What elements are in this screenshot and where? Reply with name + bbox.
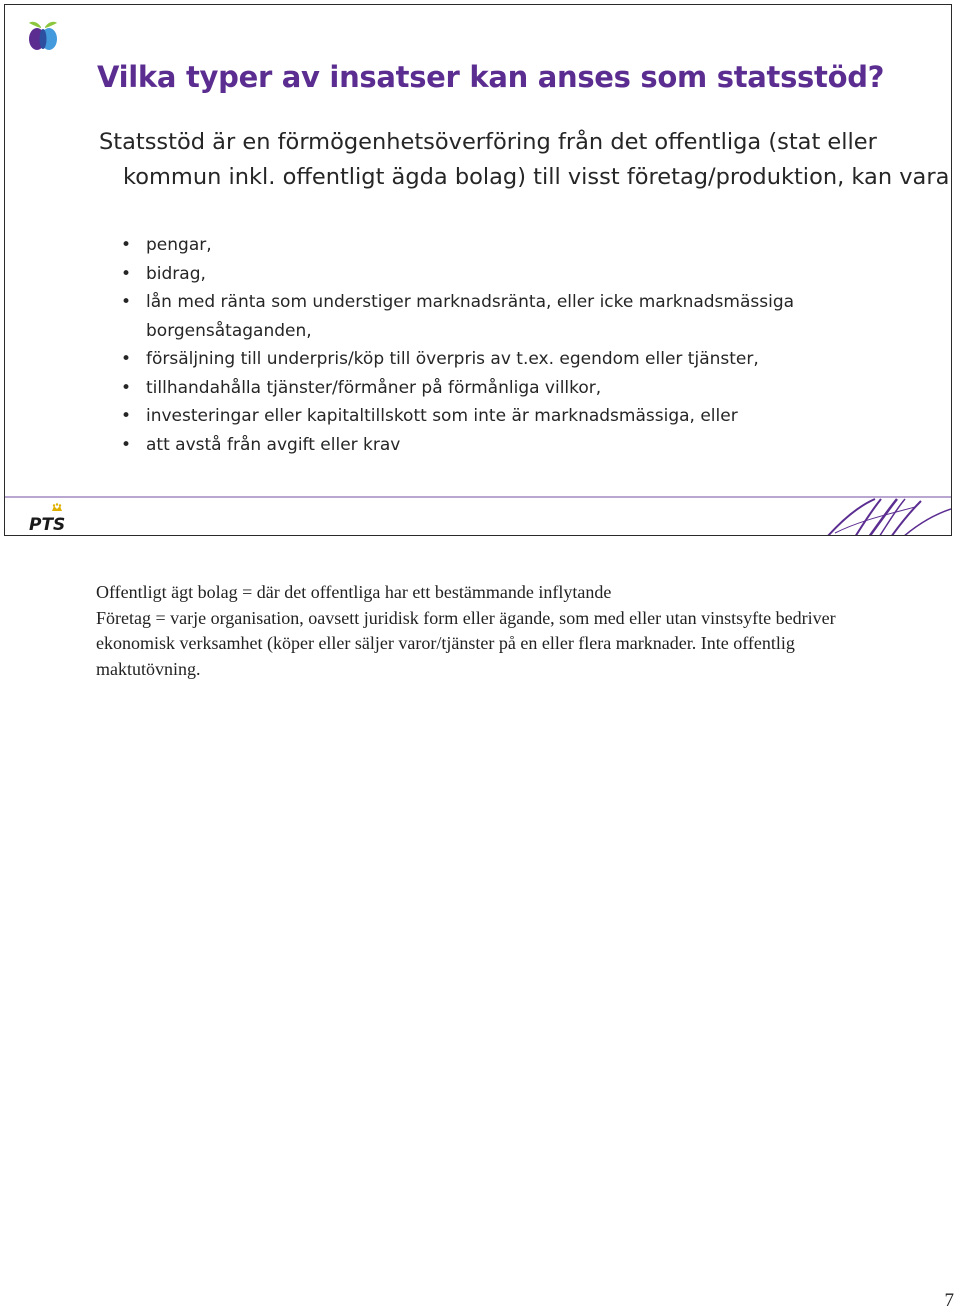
slide-frame	[4, 4, 952, 536]
bullet-icon: •	[121, 263, 132, 284]
bullet-text: försäljning till underpris/köp till överpris av t.ex. egendom eller tjänster,	[146, 349, 759, 369]
bullet-icon: •	[121, 406, 132, 426]
list-item	[121, 288, 911, 345]
bullet-text: att avstå från avgift eller krav	[146, 434, 401, 455]
list-item	[121, 431, 911, 460]
bullet-list	[121, 231, 911, 459]
bullet-icon: •	[121, 349, 132, 369]
swoosh-graphic-icon	[825, 497, 951, 536]
bullet-text: lån med ränta som understiger marknadsränta, eller icke marknadsmässiga borgensåtaganden,	[146, 292, 795, 341]
list-item	[121, 374, 911, 403]
speaker-notes	[96, 580, 896, 682]
list-item	[121, 231, 911, 260]
notes-line: Offentligt ägt bolag = där det offentliga har ett bestämmande inflytande	[96, 582, 612, 602]
pts-logo	[27, 502, 87, 534]
bullet-icon: •	[121, 235, 132, 255]
bullet-text: tillhandahålla tjänster/förmåner på förmånliga villkor,	[146, 377, 602, 398]
pts-logo-text: PTS	[29, 515, 66, 534]
intro-paragraph: Statsstöd är en förmögenhetsöverföring från det offentliga (stat eller kommun inkl. offentligt ägda bolag) till visst företag/produktion, kan vara	[99, 129, 950, 190]
bullet-text: pengar,	[146, 235, 212, 255]
list-item	[121, 402, 911, 431]
leaf-logo-icon	[19, 17, 67, 53]
bullet-icon: •	[121, 292, 132, 312]
bullet-icon: •	[121, 377, 132, 398]
bullet-text: bidrag,	[146, 263, 206, 284]
notes-line: Företag = varje organisation, oavsett juridisk form eller ägande, som med eller utan vinstsyfte bedriver ekonomisk verksamhet (köper eller säljer varor/tjänster på en eller flera marknader. Inte offentlig maktutövning.	[96, 607, 836, 679]
crown-icon	[52, 503, 62, 511]
bullet-icon: •	[121, 434, 132, 455]
bullet-text: investeringar eller kapitaltillskott som inte är marknadsmässiga, eller	[146, 406, 738, 426]
list-item	[121, 345, 911, 374]
slide-title: Vilka typer av insatser kan anses som statsstöd?	[97, 60, 885, 94]
page-number: 7	[944, 1290, 954, 1311]
list-item	[121, 260, 911, 289]
footer-divider	[5, 496, 952, 498]
